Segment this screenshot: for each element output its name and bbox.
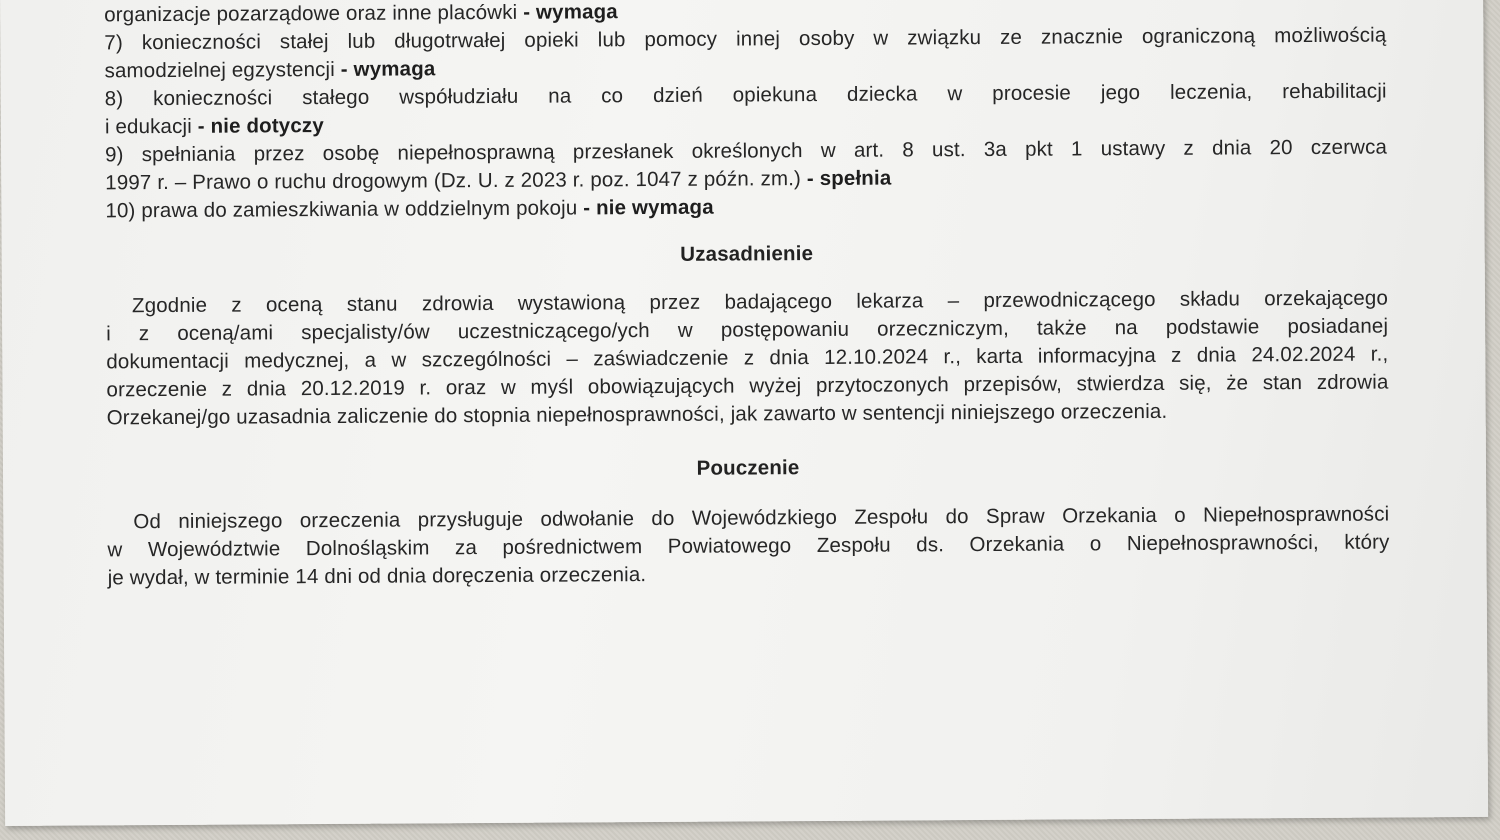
item-8-line-2: i edukacji - nie dotyczy bbox=[104, 114, 324, 139]
item-7-line-1: 7) konieczności stałej lub długotrwałej opieki lub pomocy innej osoby w związku ze znacznie ograniczoną możliwością bbox=[104, 23, 1387, 55]
item-9-answer: spełnia bbox=[819, 166, 892, 190]
item-9-line-1: 9) spełniania przez osobę niepełnosprawną przesłanek określonych w art. 8 ust. 3a pkt 1 ustawy z dnia 20 czerwca bbox=[104, 135, 1388, 167]
item-8-line-1: 8) konieczności stałego współudziału na co dzień opiekuna dziecka w procesie jego leczenia, rehabilitacji bbox=[104, 79, 1387, 111]
uzasadnienie-paragraph: Zgodnie z oceną stanu zdrowia wystawioną przez badającego lekarza – przewodniczącego składu orzekającego i z oceną/ami specjalisty/ów uczestniczącego/ych w postępowaniu orzeczniczym, także na podstawie posiadanej dokumentacji medycznej, a w szczególności – zaświadczenie z dnia 12.10.2024 r., karta informacyjna z dnia 24.02.2024 r., orzeczenie z dnia 20.12.2019 r. oraz w myśl obowiązujących wyżej przytoczonych przepisów, stwierdza się, że stan zdrowia Orzekanej/go uzasadnia zaliczenie do stopnia niepełnosprawności, jak zawarto w sentencji niniejszego orzeczenia. bbox=[106, 286, 1389, 430]
pouczenie-paragraph: Od niniejszego orzeczenia przysługuje odwołanie do Wojewódzkiego Zespołu do Spraw Orzekania o Niepełnosprawności w Województwie Dolnośląskim za pośrednictwem Powiatowego Zespołu ds. Orzekania o Niepełnosprawności, który je wydał, w terminie 14 dni od dnia doręczenia orzeczenia. bbox=[107, 502, 1390, 590]
item-6: organizacje pozarządowe oraz inne placówki - wymaga bbox=[104, 0, 618, 27]
item-6-answer: wymaga bbox=[535, 0, 618, 24]
item-7-line-2: samodzielnej egzystencji - wymaga bbox=[104, 57, 436, 83]
item-7-answer: wymaga bbox=[353, 57, 436, 81]
item-10-answer: nie wymaga bbox=[595, 195, 714, 220]
uzasadnienie-heading: Uzasadnienie bbox=[680, 242, 814, 266]
pouczenie-heading: Pouczenie bbox=[696, 456, 800, 480]
document-body bbox=[104, 0, 1390, 592]
item-9-line-2: 1997 r. – Prawo o ruchu drogowym (Dz. U. z 2023 r. poz. 1047 z późn. zm.) - spełnia bbox=[105, 166, 892, 195]
item-10: 10) prawa do zamieszkiwania w oddzielnym pokoju - nie wymaga bbox=[105, 195, 714, 223]
item-8-answer: nie dotyczy bbox=[210, 114, 324, 138]
